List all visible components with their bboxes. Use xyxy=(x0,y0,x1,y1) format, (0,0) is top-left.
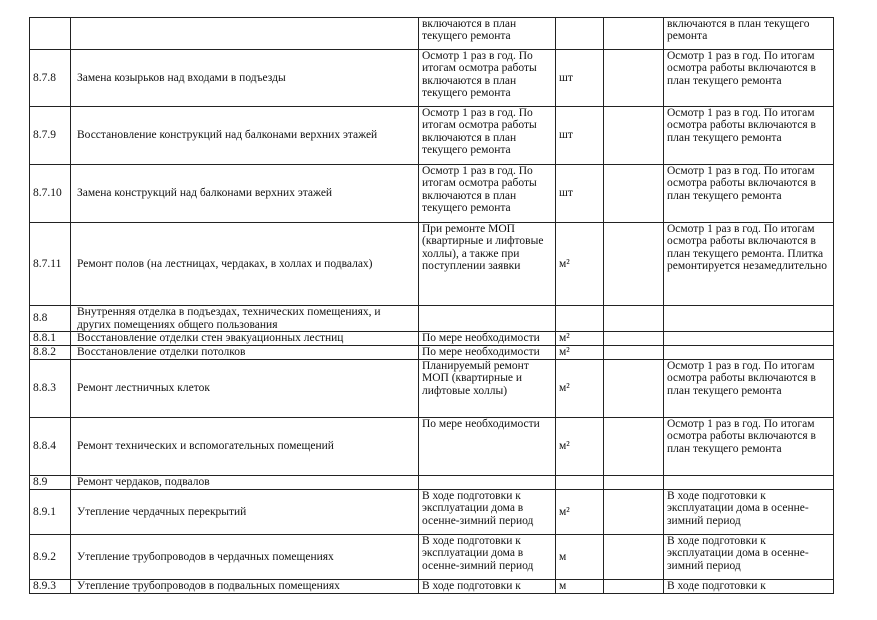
work-name: Восстановление конструкций над балконами верхних этажей xyxy=(71,107,419,165)
empty-cell xyxy=(604,580,664,594)
empty-cell xyxy=(604,306,664,332)
work-note: В ходе подготовки к xyxy=(664,580,834,594)
unit-of-measure: м² xyxy=(556,346,604,360)
work-name: Ремонт чердаков, подвалов xyxy=(71,476,419,490)
work-periodicity: Осмотр 1 раз в год. По итогам осмотра работы включаются в план текущего ремонта xyxy=(419,50,556,107)
work-name: Замена козырьков над входами в подъезды xyxy=(71,50,419,107)
table-row xyxy=(30,18,834,50)
table-row xyxy=(30,165,834,223)
work-periodicity: В ходе подготовки к эксплуатации дома в осенне-зимний период xyxy=(419,490,556,535)
table-row xyxy=(30,490,834,535)
empty-cell xyxy=(604,107,664,165)
row-number xyxy=(30,18,71,50)
empty-cell xyxy=(604,50,664,107)
row-number: 8.7.8 xyxy=(30,50,71,107)
row-number: 8.8.2 xyxy=(30,346,71,360)
empty-cell xyxy=(604,165,664,223)
work-periodicity: В ходе подготовки к эксплуатации дома в осенне-зимний период xyxy=(419,535,556,580)
work-periodicity xyxy=(419,306,556,332)
row-number: 8.7.10 xyxy=(30,165,71,223)
row-number: 8.7.11 xyxy=(30,223,71,306)
work-note: В ходе подготовки к эксплуатации дома в осенне-зимний период xyxy=(664,535,834,580)
work-note: В ходе подготовки к эксплуатации дома в осенне-зимний период xyxy=(664,490,834,535)
work-name: Утепление чердачных перекрытий xyxy=(71,490,419,535)
table-row xyxy=(30,580,834,594)
unit-of-measure: м xyxy=(556,580,604,594)
empty-cell xyxy=(604,223,664,306)
work-note xyxy=(664,306,834,332)
row-number: 8.8.4 xyxy=(30,418,71,476)
work-periodicity xyxy=(419,476,556,490)
work-note: Осмотр 1 раз в год. По итогам осмотра работы включаются в план текущего ремонта xyxy=(664,418,834,476)
work-note xyxy=(664,476,834,490)
table-row xyxy=(30,360,834,418)
work-name: Ремонт полов (на лестницах, чердаках, в холлах и подвалах) xyxy=(71,223,419,306)
works-table xyxy=(29,17,834,594)
empty-cell xyxy=(604,360,664,418)
unit-of-measure: м² xyxy=(556,418,604,476)
row-number: 8.8.1 xyxy=(30,332,71,346)
unit-of-measure xyxy=(556,18,604,50)
empty-cell xyxy=(604,418,664,476)
row-number: 8.9.1 xyxy=(30,490,71,535)
empty-cell xyxy=(604,476,664,490)
work-periodicity: В ходе подготовки к xyxy=(419,580,556,594)
row-number: 8.9 xyxy=(30,476,71,490)
work-name: Внутренняя отделка в подъездах, технических помещениях, и других помещениях общего пользования xyxy=(71,306,419,332)
work-periodicity: включаются в план текущего ремонта xyxy=(419,18,556,50)
work-name xyxy=(71,18,419,50)
table-row xyxy=(30,535,834,580)
work-name: Ремонт технических и вспомогательных помещений xyxy=(71,418,419,476)
work-name: Замена конструкций над балконами верхних этажей xyxy=(71,165,419,223)
work-name: Восстановление отделки потолков xyxy=(71,346,419,360)
table-row xyxy=(30,306,834,332)
table-row xyxy=(30,107,834,165)
unit-of-measure: м² xyxy=(556,223,604,306)
table-row xyxy=(30,346,834,360)
works-table-body xyxy=(30,18,834,594)
work-note: Осмотр 1 раз в год. По итогам осмотра работы включаются в план текущего ремонта xyxy=(664,50,834,107)
work-name: Восстановление отделки стен эвакуационных лестниц xyxy=(71,332,419,346)
unit-of-measure: м² xyxy=(556,490,604,535)
empty-cell xyxy=(604,332,664,346)
work-note xyxy=(664,346,834,360)
unit-of-measure: шт xyxy=(556,50,604,107)
work-periodicity: По мере необходимости xyxy=(419,346,556,360)
work-name: Утепление трубопроводов в чердачных помещениях xyxy=(71,535,419,580)
row-number: 8.7.9 xyxy=(30,107,71,165)
row-number: 8.8 xyxy=(30,306,71,332)
table-row xyxy=(30,332,834,346)
work-note: Осмотр 1 раз в год. По итогам осмотра работы включаются в план текущего ремонта xyxy=(664,165,834,223)
work-periodicity: Осмотр 1 раз в год. По итогам осмотра работы включаются в план текущего ремонта xyxy=(419,165,556,223)
empty-cell xyxy=(604,18,664,50)
table-row xyxy=(30,223,834,306)
work-periodicity: Осмотр 1 раз в год. По итогам осмотра работы включаются в план текущего ремонта xyxy=(419,107,556,165)
unit-of-measure: м² xyxy=(556,332,604,346)
work-periodicity: По мере необходимости xyxy=(419,418,556,476)
work-note: включаются в план текущего ремонта xyxy=(664,18,834,50)
work-periodicity: При ремонте МОП (квартирные и лифтовые холлы), а также при поступлении заявки xyxy=(419,223,556,306)
work-note: Осмотр 1 раз в год. По итогам осмотра работы включаются в план текущего ремонта xyxy=(664,360,834,418)
work-note: Осмотр 1 раз в год. По итогам осмотра работы включаются в план текущего ремонта xyxy=(664,107,834,165)
row-number: 8.9.2 xyxy=(30,535,71,580)
table-row xyxy=(30,476,834,490)
table-row xyxy=(30,418,834,476)
work-note xyxy=(664,332,834,346)
row-number: 8.9.3 xyxy=(30,580,71,594)
unit-of-measure xyxy=(556,476,604,490)
unit-of-measure: шт xyxy=(556,107,604,165)
work-periodicity: Планируемый ремонт МОП (квартирные и лифтовые холлы) xyxy=(419,360,556,418)
work-note: Осмотр 1 раз в год. По итогам осмотра работы включаются в план текущего ремонта. Плитка ремонтируется незамедлительно xyxy=(664,223,834,306)
row-number: 8.8.3 xyxy=(30,360,71,418)
empty-cell xyxy=(604,535,664,580)
table-row xyxy=(30,50,834,107)
unit-of-measure: шт xyxy=(556,165,604,223)
work-name: Ремонт лестничных клеток xyxy=(71,360,419,418)
work-periodicity: По мере необходимости xyxy=(419,332,556,346)
unit-of-measure: м xyxy=(556,535,604,580)
unit-of-measure: м² xyxy=(556,360,604,418)
empty-cell xyxy=(604,490,664,535)
work-name: Утепление трубопроводов в подвальных помещениях xyxy=(71,580,419,594)
empty-cell xyxy=(604,346,664,360)
unit-of-measure xyxy=(556,306,604,332)
